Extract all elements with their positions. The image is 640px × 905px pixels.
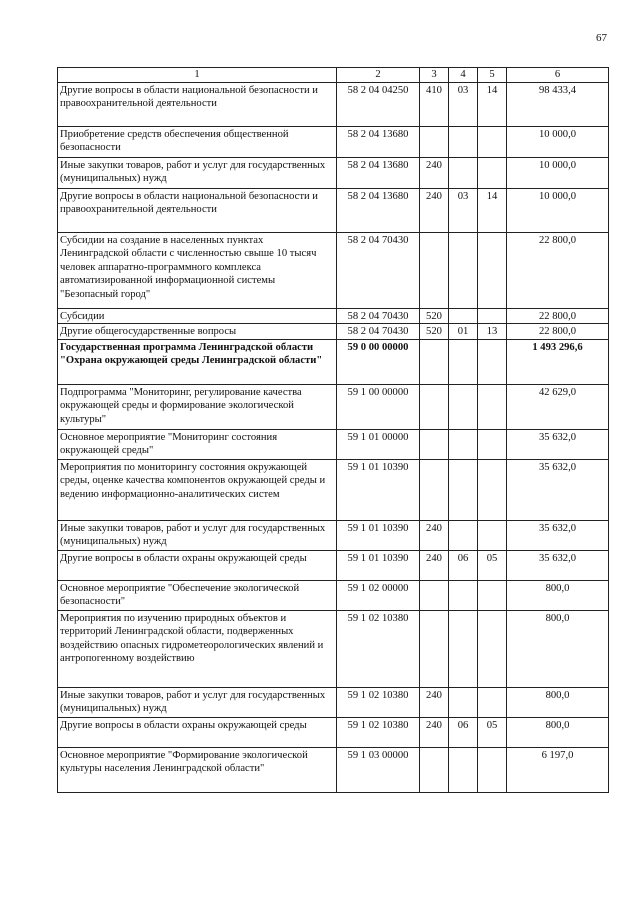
table-body (58, 83, 609, 793)
section-code: 03 (449, 83, 478, 127)
amount: 1 493 296,6 (507, 339, 609, 384)
subsection-code (478, 747, 507, 792)
item-name: Иные закупки товаров, работ и услуг для государственных (муниципальных) нужд (58, 687, 337, 717)
section-code: 03 (449, 189, 478, 233)
section-code (449, 459, 478, 520)
table-row (58, 189, 609, 233)
item-name: Субсидии на создание в населенных пунктах Ленинградской области с численностью свыше 10 тысяч человек аппаратно-программного комплекса автоматизированной информационной системы "Безопасный город" (58, 233, 337, 309)
table-row (58, 127, 609, 158)
subsection-code (478, 610, 507, 687)
target-code: 59 1 01 00000 (337, 429, 420, 459)
item-name: Основное мероприятие "Формирование экологической культуры населения Ленинградской области" (58, 747, 337, 792)
target-code: 58 2 04 13680 (337, 158, 420, 189)
subsection-code (478, 384, 507, 429)
amount: 800,0 (507, 717, 609, 747)
table-row (58, 580, 609, 610)
target-code: 59 1 01 10390 (337, 520, 420, 550)
table-row (58, 717, 609, 747)
table-row (58, 520, 609, 550)
expense-type-code: 410 (420, 83, 449, 127)
subsection-code (478, 429, 507, 459)
page-number: 67 (596, 32, 607, 44)
amount: 10 000,0 (507, 127, 609, 158)
amount: 22 800,0 (507, 309, 609, 324)
subsection-code (478, 158, 507, 189)
section-code (449, 610, 478, 687)
table-row (58, 158, 609, 189)
table-row (58, 83, 609, 127)
expense-type-code: 240 (420, 158, 449, 189)
table-header-row (58, 68, 609, 83)
section-code (449, 233, 478, 309)
section-code (449, 127, 478, 158)
section-code (449, 158, 478, 189)
amount: 22 800,0 (507, 324, 609, 339)
table-row (58, 324, 609, 339)
target-code: 59 1 02 10380 (337, 717, 420, 747)
expense-type-code (420, 384, 449, 429)
amount: 22 800,0 (507, 233, 609, 309)
subsection-code: 05 (478, 550, 507, 580)
item-name: Мероприятия по изучению природных объектов и территорий Ленинградской области, подверженных воздействию опасных гидрометеорологических явлений и антропогенному воздействию (58, 610, 337, 687)
amount: 800,0 (507, 610, 609, 687)
section-code (449, 747, 478, 792)
table-row (58, 384, 609, 429)
amount: 800,0 (507, 580, 609, 610)
subsection-code (478, 309, 507, 324)
section-code (449, 520, 478, 550)
target-code: 59 1 02 00000 (337, 580, 420, 610)
expense-type-code (420, 127, 449, 158)
section-code (449, 429, 478, 459)
target-code: 59 1 03 00000 (337, 747, 420, 792)
column-header: 1 (58, 68, 337, 83)
amount: 42 629,0 (507, 384, 609, 429)
table-row (58, 429, 609, 459)
target-code: 58 2 04 13680 (337, 189, 420, 233)
target-code: 58 2 04 13680 (337, 127, 420, 158)
expense-type-code (420, 580, 449, 610)
subsection-code (478, 459, 507, 520)
section-code (449, 687, 478, 717)
target-code: 58 2 04 70430 (337, 309, 420, 324)
expense-type-code (420, 429, 449, 459)
subsection-code (478, 339, 507, 384)
expense-type-code: 520 (420, 309, 449, 324)
subsection-code (478, 687, 507, 717)
table-row (58, 339, 609, 384)
section-code (449, 580, 478, 610)
target-code: 59 1 01 10390 (337, 459, 420, 520)
expense-type-code: 240 (420, 687, 449, 717)
column-header: 3 (420, 68, 449, 83)
amount: 10 000,0 (507, 189, 609, 233)
table-row (58, 610, 609, 687)
item-name: Государственная программа Ленинградской области "Охрана окружающей среды Ленинградской области" (58, 339, 337, 384)
target-code: 59 1 02 10380 (337, 610, 420, 687)
subsection-code (478, 127, 507, 158)
amount: 35 632,0 (507, 459, 609, 520)
column-header: 4 (449, 68, 478, 83)
section-code (449, 309, 478, 324)
expense-type-code: 240 (420, 520, 449, 550)
target-code: 59 0 00 00000 (337, 339, 420, 384)
subsection-code: 13 (478, 324, 507, 339)
budget-table (57, 67, 609, 793)
section-code (449, 339, 478, 384)
item-name: Субсидии (58, 309, 337, 324)
expense-type-code: 240 (420, 189, 449, 233)
expense-type-code (420, 747, 449, 792)
item-name: Другие общегосударственные вопросы (58, 324, 337, 339)
amount: 10 000,0 (507, 158, 609, 189)
table-row (58, 309, 609, 324)
item-name: Основное мероприятие "Мониторинг состояния окружающей среды" (58, 429, 337, 459)
column-header: 6 (507, 68, 609, 83)
item-name: Основное мероприятие "Обеспечение экологической безопасности" (58, 580, 337, 610)
item-name: Другие вопросы в области национальной безопасности и правоохранительной деятельности (58, 83, 337, 127)
column-header: 5 (478, 68, 507, 83)
subsection-code (478, 520, 507, 550)
target-code: 58 2 04 70430 (337, 324, 420, 339)
expense-type-code (420, 233, 449, 309)
target-code: 58 2 04 70430 (337, 233, 420, 309)
item-name: Иные закупки товаров, работ и услуг для государственных (муниципальных) нужд (58, 520, 337, 550)
table-row (58, 687, 609, 717)
section-code: 01 (449, 324, 478, 339)
target-code: 59 1 01 10390 (337, 550, 420, 580)
item-name: Другие вопросы в области национальной безопасности и правоохранительной деятельности (58, 189, 337, 233)
item-name: Другие вопросы в области охраны окружающей среды (58, 550, 337, 580)
table-row (58, 550, 609, 580)
item-name: Приобретение средств обеспечения общественной безопасности (58, 127, 337, 158)
item-name: Мероприятия по мониторингу состояния окружающей среды, оценке качества компонентов окружающей среды и ведению информационно-аналитических систем (58, 459, 337, 520)
subsection-code (478, 580, 507, 610)
expense-type-code: 520 (420, 324, 449, 339)
amount: 35 632,0 (507, 550, 609, 580)
amount: 6 197,0 (507, 747, 609, 792)
section-code (449, 384, 478, 429)
table-row (58, 747, 609, 792)
expense-type-code: 240 (420, 717, 449, 747)
table-row (58, 233, 609, 309)
expense-type-code (420, 339, 449, 384)
item-name: Подпрограмма "Мониторинг, регулирование качества окружающей среды и формирование экологической культуры" (58, 384, 337, 429)
amount: 35 632,0 (507, 429, 609, 459)
subsection-code: 14 (478, 83, 507, 127)
target-code: 58 2 04 04250 (337, 83, 420, 127)
subsection-code: 05 (478, 717, 507, 747)
item-name: Другие вопросы в области охраны окружающей среды (58, 717, 337, 747)
table-row (58, 459, 609, 520)
expense-type-code: 240 (420, 550, 449, 580)
expense-type-code (420, 610, 449, 687)
amount: 800,0 (507, 687, 609, 717)
subsection-code (478, 233, 507, 309)
amount: 98 433,4 (507, 83, 609, 127)
target-code: 59 1 00 00000 (337, 384, 420, 429)
item-name: Иные закупки товаров, работ и услуг для государственных (муниципальных) нужд (58, 158, 337, 189)
column-header: 2 (337, 68, 420, 83)
amount: 35 632,0 (507, 520, 609, 550)
target-code: 59 1 02 10380 (337, 687, 420, 717)
subsection-code: 14 (478, 189, 507, 233)
expense-type-code (420, 459, 449, 520)
section-code: 06 (449, 717, 478, 747)
section-code: 06 (449, 550, 478, 580)
